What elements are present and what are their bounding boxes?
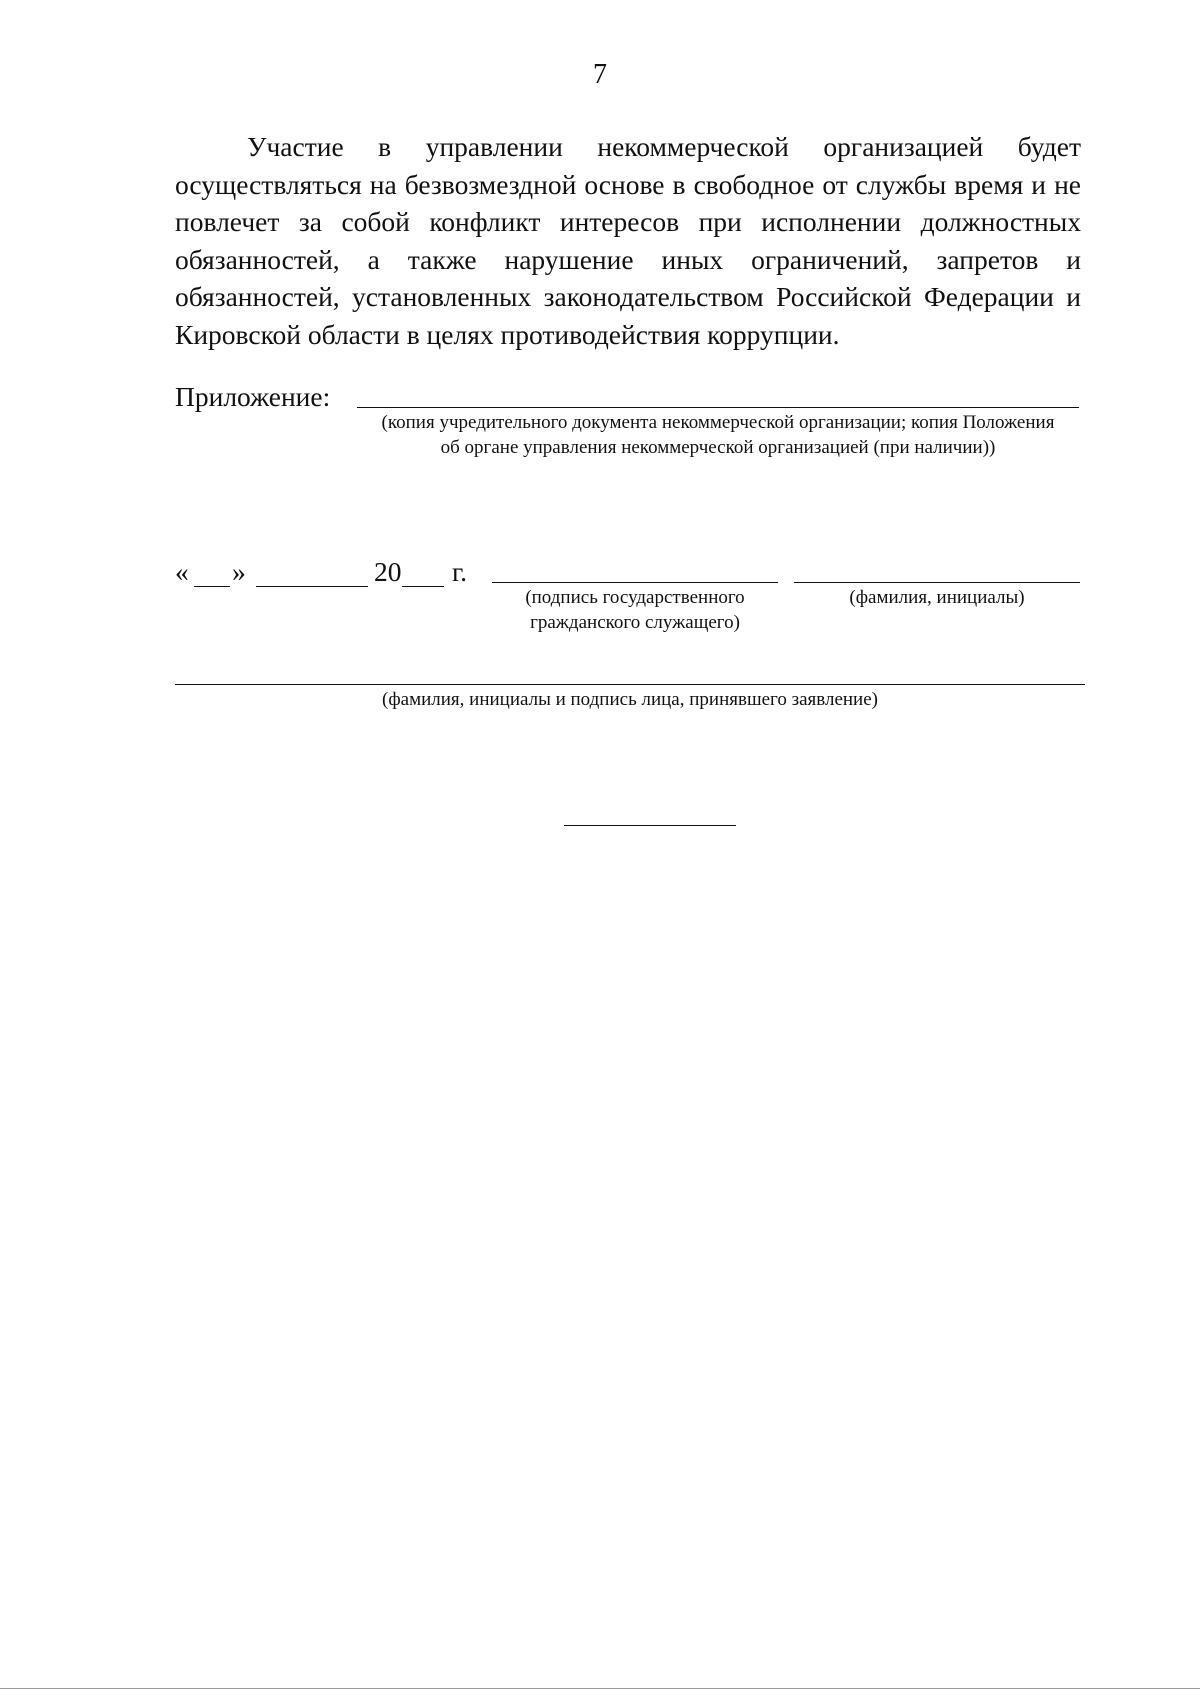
receiver-caption: (фамилия, инициалы и подпись лица, принявшего заявление) xyxy=(382,689,878,710)
page-number: 7 xyxy=(593,59,607,90)
date-year-field[interactable] xyxy=(402,586,444,587)
name-initials-caption: (фамилия, инициалы) xyxy=(849,587,1025,608)
date-year-suffix: г. xyxy=(452,556,468,587)
signature-caption-line-2: гражданского служащего) xyxy=(530,612,740,633)
scan-edge-divider xyxy=(0,1688,1200,1689)
name-initials-field[interactable] xyxy=(794,582,1080,583)
attachment-caption xyxy=(352,410,1084,460)
attachment-caption-line-2: об органе управления некоммерческой организацией (при наличии)) xyxy=(440,437,996,458)
signature-caption xyxy=(492,585,778,635)
signature-caption-line-1: (подпись государственного xyxy=(525,587,745,608)
date-open-quote: « xyxy=(175,556,189,587)
receiver-field[interactable] xyxy=(175,684,1085,685)
date-day-field[interactable] xyxy=(194,586,230,587)
end-of-document-rule xyxy=(564,825,736,826)
attachment-fill-line[interactable] xyxy=(357,407,1079,408)
date-year-prefix: 20 xyxy=(374,556,402,587)
signature-field[interactable] xyxy=(492,582,778,583)
date-month-field[interactable] xyxy=(256,586,368,587)
attachment-label: Приложение: xyxy=(175,381,331,412)
attachment-caption-line-1: (копия учредительного документа некоммерческой организации; копия Положения xyxy=(381,412,1055,433)
date-close-quote: » xyxy=(232,556,246,587)
statement-paragraph: Участие в управлении некоммерческой организацией будет осуществляться на безвозмездной основе в свободное от службы время и не повлечет за собой конфликт интересов при исполнении должностных обязанностей, а также нарушение иных ограничений, запретов и обязанностей, установленных законодательством Российской Федерации и Кировской области в целях противодействия коррупции. xyxy=(175,131,1081,350)
